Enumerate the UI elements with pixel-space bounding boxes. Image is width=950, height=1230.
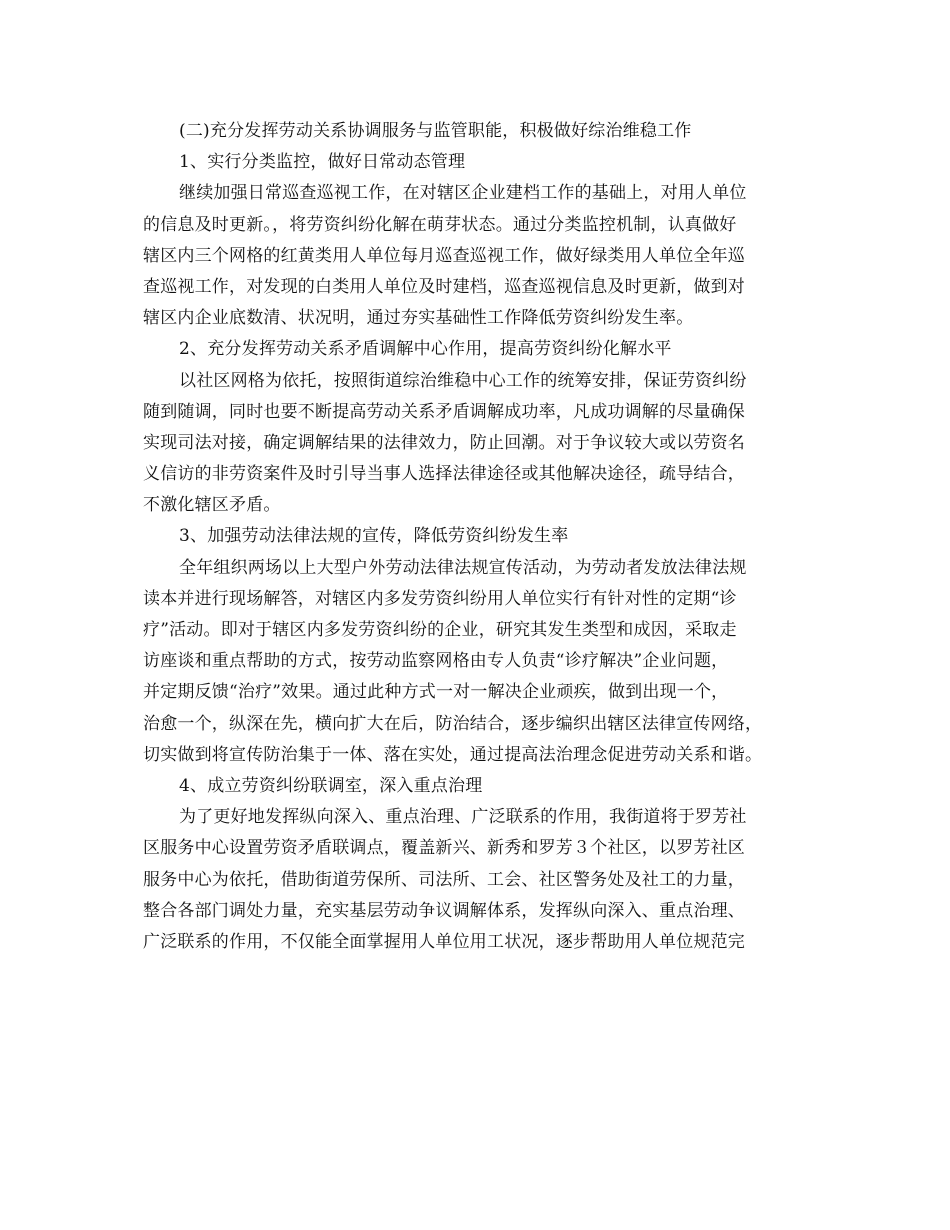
- paragraph-first-line: 2、充分发挥劳动关系矛盾调解中心作用，提高劳资纠纷化解水平: [179, 339, 672, 360]
- paragraph-line: 访座谈和重点帮助的方式，按劳动监察网格由专人负责“诊疗解决”企业问题，: [143, 651, 729, 672]
- paragraph-line: 不激化辖区矛盾。: [143, 495, 281, 516]
- paragraph-line: 义信访的非劳资案件及时引导当事人选择法律途径或其他解决途径，疏导结合，: [143, 464, 745, 485]
- paragraph-line: 区服务中心设置劳资矛盾联调点，覆盖新兴、新秀和罗芳３个社区，以罗芳社区: [143, 838, 745, 859]
- paragraph-line: 辖区内三个网格的红黄类用人单位每月巡查巡视工作，做好绿类用人单位全年巡: [143, 245, 745, 266]
- paragraph-first-line: 3、加强劳动法律法规的宣传，降低劳资纠纷发生率: [179, 526, 569, 547]
- paragraph-first-line: 全年组织两场以上大型户外劳动法律法规宣传活动，为劳动者发放法律法规: [179, 557, 747, 578]
- document-body: [143, 116, 813, 958]
- paragraph-line: 服务中心为依托，借助街道劳保所、司法所、工会、社区警务处及社工的力量，: [143, 869, 745, 890]
- paragraph-line: 疗”活动。即对于辖区内多发劳资纠纷的企业，研究其发生类型和成因，采取走: [143, 620, 737, 640]
- paragraph-line: 查巡视工作，对发现的白类用人单位及时建档，巡查巡视信息及时更新，做到对: [143, 276, 745, 297]
- paragraph-line: 辖区内企业底数清、状况明，通过夯实基础性工作降低劳资纠纷发生率。: [143, 308, 694, 329]
- paragraph-line: 的信息及时更新。，将劳资纠纷化解在萌芽状态。通过分类监控机制，认真做好: [143, 214, 737, 235]
- paragraph-line: 读本并进行现场解答，对辖区内多发劳资纠纷用人单位实行有针对性的定期“诊: [143, 588, 737, 609]
- paragraph-first-line: 1、实行分类监控，做好日常动态管理: [179, 152, 466, 173]
- paragraph-first-line: 4、成立劳资纠纷联调室，深入重点治理: [179, 775, 483, 796]
- paragraph-line: 实现司法对接，确定调解结果的法律效力，防止回潮。对于争议较大或以劳资名: [143, 432, 745, 453]
- paragraph-line: 随到随调，同时也要不断提高劳动关系矛盾调解成功率，凡成功调解的尽量确保: [143, 401, 745, 422]
- paragraph-line: 治愈一个，纵深在先，横向扩大在后，防治结合，逐步编织出辖区法律宣传网络，: [143, 713, 763, 734]
- paragraph-line: 广泛联系的作用，不仅能全面掌握用人单位用工状况，逐步帮助用人单位规范完: [143, 931, 745, 952]
- paragraph-first-line: 为了更好地发挥纵向深入、重点治理、广泛联系的作用，我街道将于罗芳社: [179, 807, 747, 828]
- paragraph-line: 并定期反馈“治疗”效果。通过此种方式一对一解决企业顽疾，做到出现一个，: [143, 682, 729, 703]
- paragraph-line: 整合各部门调处力量，充实基层劳动争议调解体系，发挥纵向深入、重点治理、: [143, 900, 745, 921]
- paragraph-line: 切实做到将宣传防治集于一体、落在实处，通过提高法治理念促进劳动关系和谐。: [143, 744, 763, 765]
- paragraph-first-line: (二)充分发挥劳动关系协调服务与监管职能，积极做好综治维稳工作: [179, 121, 692, 141]
- paragraph-first-line: 继续加强日常巡查巡视工作，在对辖区企业建档工作的基础上，对用人单位: [179, 183, 747, 204]
- paragraph-first-line: 以社区网格为依托，按照街道综治维稳中心工作的统筹安排，保证劳资纠纷: [179, 370, 747, 391]
